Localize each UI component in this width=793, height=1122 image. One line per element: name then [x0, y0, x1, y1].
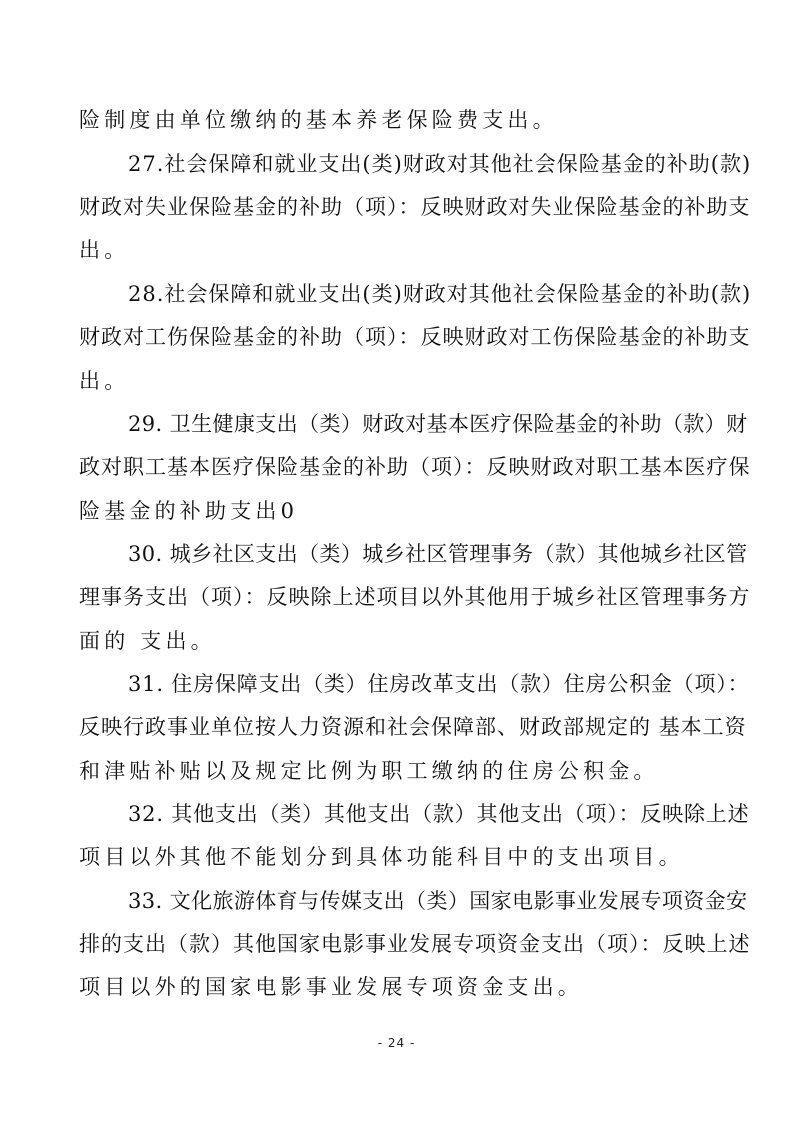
text-line: 反映行政事业单位按人力资源和社会保障部、财政部规定的 基本工资	[79, 715, 747, 739]
text-line: 理事务支出（项）：反映除上述项目以外其他用于城乡社区管理事务方	[79, 585, 751, 609]
text-line: 险基金的补助支出0	[79, 499, 299, 523]
paragraph-31-line-1: 31. 住房保障支出（类）住房改革支出（款）住房公积金（项）：	[128, 672, 750, 696]
text-line: 项目以外其他不能划分到具体功能科目中的支出项目。	[79, 845, 684, 869]
text-line: 排的支出（款）其他国家电影事业发展专项资金支出（项）：反映上述	[79, 932, 751, 956]
text-line: 财政对工伤保险基金的补助（项）：反映财政对工伤保险基金的补助支	[79, 325, 751, 349]
paragraph-29-line-1: 29. 卫生健康支出（类）财政对基本医疗保险基金的补助（款）财	[128, 412, 748, 436]
text-line: 政对职工基本医疗保险基金的补助（项）：反映财政对职工基本医疗保	[79, 455, 751, 479]
text-line: 出。	[79, 369, 130, 393]
paragraph-32-line-1: 32. 其他支出（类）其他支出（款）其他支出（项）：反映除上述	[128, 802, 750, 826]
text-line: 险制度由单位缴纳的基本养老保险费支出。	[79, 108, 558, 132]
text-line: 财政对失业保险基金的补助（项）：反映财政对失业保险基金的补助支	[79, 195, 751, 219]
paragraph-33-line-1: 33. 文化旅游体育与传媒支出（类）国家电影事业发展专项资金安	[128, 889, 748, 913]
paragraph-27-line-1: 27.社会保障和就业支出(类)财政对其他社会保险基金的补助(款)	[128, 152, 752, 176]
paragraph-30-line-1: 30. 城乡社区支出（类）城乡社区管理事务（款）其他城乡社区管	[128, 542, 748, 566]
text-line: 和津贴补贴以及规定比例为职工缴纳的住房公积金。	[79, 759, 659, 783]
text-line: 项目以外的国家电影事业发展专项资金支出。	[79, 975, 583, 999]
text-line: 出。	[79, 238, 130, 262]
text-line: 面的 支出。	[79, 629, 216, 653]
page-number: - 24 -	[377, 1036, 416, 1050]
paragraph-28-line-1: 28.社会保障和就业支出(类)财政对其他社会保险基金的补助(款)	[128, 282, 752, 306]
